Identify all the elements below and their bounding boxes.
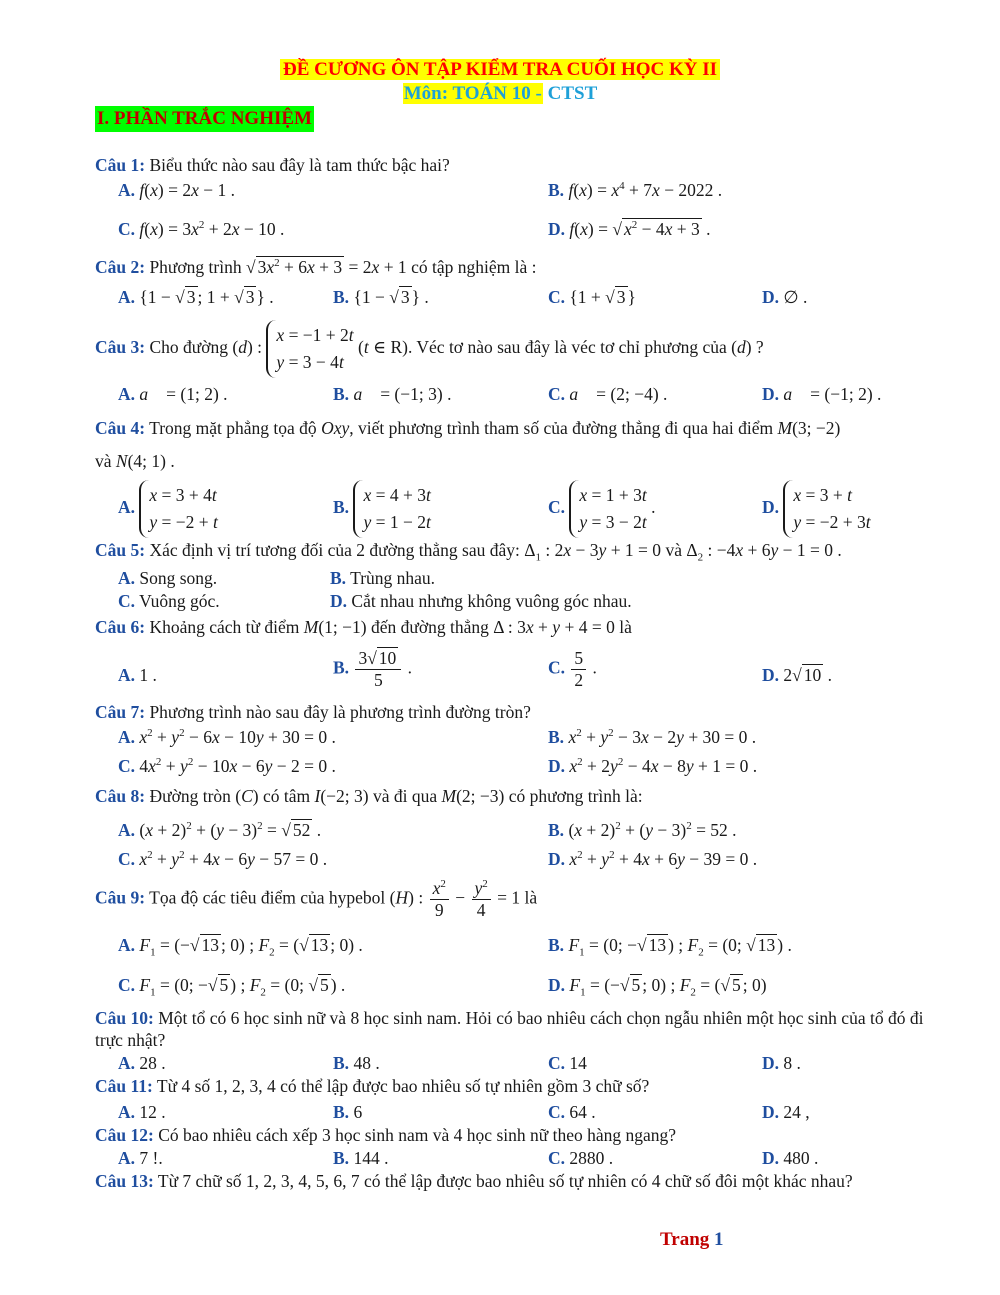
question-10: Câu 10: Một tổ có 6 học sinh nữ và 8 học sinh nam. Hỏi có bao nhiêu cách chọn ngẫu nhiên một học sinh của tổ đó đi trực nhật?: [95, 1008, 924, 1050]
q12-option-d: D. 480 .: [762, 1148, 819, 1168]
q8-option-b: B. $(x + 2)^2 + (y - 3)^2 = 52$ .: [548, 820, 737, 840]
question-5: Câu 5: Xác định vị trí tương đối của 2 đường thẳng sau đây: $\Delta_1$ : 2x − 3y + 1 = 0 và $\Delta_2$ : −4x + 6y − 1 = 0 .: [95, 540, 842, 564]
question-4: Câu 4: Trong mặt phẳng tọa độ Oxy, viết phương trình tham số của đường thẳng đi qua hai điểm M(3; −2): [95, 418, 841, 438]
subject-label: Môn: TOÁN 10 -: [403, 82, 542, 104]
q2-option-d: D. ∅ .: [762, 287, 808, 307]
question-13: Câu 13: Từ 7 chữ số 1, 2, 3, 4, 5, 6, 7 có thể lập được bao nhiêu số tự nhiên có 4 chữ số đôi một khác nhau?: [95, 1171, 853, 1191]
question-label: Câu 1:: [95, 155, 146, 175]
question-2: Câu 2: Phương trình √ $3x^2 + 6x + 3 = 2x + 1$ có tập nghiệm là :: [95, 257, 537, 277]
question-9: Câu 9: Tọa độ các tiêu điểm của hypebol (H) : $\frac{x^2}{9}$ − $\frac{y^2}{4}$ = 1 là: [95, 878, 538, 920]
document-title: ĐỀ CƯƠNG ÔN TẬP KIỂM TRA CUỐI HỌC KỲ II: [280, 59, 720, 80]
q9-option-a: A. $F_1$ = (−√ 13 ; 0) ; $F_2$ = (√ 13 ; 0) .: [118, 935, 363, 959]
question-12: Câu 12: Có bao nhiêu cách xếp 3 học sinh nam và 4 học sinh nữ theo hàng ngang?: [95, 1125, 677, 1145]
q12-option-a: A. 7 !.: [118, 1148, 163, 1168]
q3-option-b: B. a⃗ = (−1; 3) .: [333, 384, 452, 404]
q1-option-d: D. f(x) = √ $x^2 - 4x + 3$ .: [548, 219, 711, 239]
q12-option-b: B. 144 .: [333, 1148, 389, 1168]
question-4-cont: và N(4; 1) .: [95, 451, 175, 471]
question-text: Biểu thức nào sau đây là tam thức bậc hai?: [145, 155, 450, 175]
question-1: [95, 155, 945, 177]
q8-option-a: A. $(x + 2)^2 + (y - 3)^2$ = √ 52 .: [118, 820, 322, 840]
q4-option-a: A. x = 3 + 4t y = −2 + t: [118, 480, 218, 538]
q5-option-c: C. Vuông góc.: [118, 591, 220, 611]
q8-option-d: D. $x^2 + y^2 + 4x + 6y - 39 = 0$ .: [548, 849, 758, 869]
q4-option-d: D. x = 3 + t y = −2 + 3t: [762, 480, 871, 538]
q2-option-c: C. {1 + √ 3 }: [548, 287, 636, 307]
q10-option-d: D. 8 .: [762, 1053, 801, 1073]
q6-option-b: B. $\frac{3√ 10}{5}$ .: [333, 648, 413, 690]
q7-option-a: A. $x^2 + y^2 - 6x - 10y + 30 = 0$ .: [118, 727, 336, 747]
q1-option-c: C. $f(x) = 3x^2 + 2x - 10$ .: [118, 219, 285, 239]
q3-option-a: A. a⃗ = (1; 2) .: [118, 384, 228, 404]
q6-option-c: C. $\frac{5}{2}$ .: [548, 648, 597, 690]
q9-option-b: B. $F_1 = (0$; −√ 13 ) ; $F_2 = (0$; √ 13 ) .: [548, 935, 792, 959]
q10-option-b: B. 48 .: [333, 1053, 380, 1073]
q8-option-c: C. $x^2 + y^2 + 4x - 6y - 57 = 0$ .: [118, 849, 328, 869]
page-number: Trang 1: [660, 1229, 724, 1250]
subject-suffix: CTST: [542, 82, 598, 104]
section-title: I. PHẦN TRẮC NGHIỆM: [95, 106, 314, 132]
q10-option-a: A. 28 .: [118, 1053, 166, 1073]
q7-option-b: B. $x^2 + y^2 - 3x - 2y + 30 = 0$ .: [548, 727, 757, 747]
q3-option-d: D. a⃗ = (−1; 2) .: [762, 384, 882, 404]
q2-option-a: A. {1 − √ 3 ; 1 + √ 3 } .: [118, 287, 274, 307]
q7-option-d: D. $x^2 + 2y^2 - 4x - 8y + 1 = 0$ .: [548, 756, 758, 776]
q6-option-d: D. 2√ 10 .: [762, 665, 832, 685]
q9-option-d: D. $F_1$ = (−√ 5 ; 0) ; $F_2$ = (√ 5 ; 0): [548, 975, 767, 999]
question-11: Câu 11: Từ 4 số 1, 2, 3, 4 có thể lập được bao nhiêu số tự nhiên gồm 3 chữ số?: [95, 1076, 650, 1096]
q3-option-c: C. a⃗ = (2; −4) .: [548, 384, 668, 404]
q9-option-c: C. $F_1 = (0$; −√ 5 ) ; $F_2 = (0$; √ 5 ) .: [118, 975, 346, 999]
q5-option-d: D. Cắt nhau nhưng không vuông góc nhau.: [330, 591, 632, 611]
q6-option-a: A. 1 .: [118, 665, 157, 685]
q11-option-b: B. 6: [333, 1102, 363, 1122]
q5-option-b: B. Trùng nhau.: [330, 568, 436, 588]
q4-option-c: C. x = 1 + 3t y = 3 − 2t .: [548, 480, 656, 538]
q2-option-b: B. {1 − √ 3 } .: [333, 287, 429, 307]
document-header: [0, 58, 1000, 106]
q1-option-a: A. f(x) = 2x − 1 .: [118, 180, 235, 200]
q1-option-b: B. $f(x) = x^4 + 7x - 2022$ .: [548, 180, 723, 200]
q4-option-b: B. x = 4 + 3t y = 1 − 2t: [333, 480, 431, 538]
question-8: Câu 8: Đường tròn (C) có tâm I(−2; 3) và đi qua M(2; −3) có phương trình là:: [95, 786, 643, 806]
q11-option-a: A. 12 .: [118, 1102, 166, 1122]
question-6: Câu 6: Khoảng cách từ điểm M(1; −1) đến đường thẳng Δ : 3x + y + 4 = 0 là: [95, 617, 632, 637]
q11-option-c: C. 64 .: [548, 1102, 596, 1122]
q12-option-c: C. 2880 .: [548, 1148, 614, 1168]
question-3: Câu 3: Cho đường (d) : x = −1 + 2t y = 3 − 4t (t ∈ R). Véc tơ nào sau đây là véc tơ chỉ phương của (d) ?: [95, 320, 945, 378]
q7-option-c: C. $4x^2 + y^2 - 10x - 6y - 2 = 0$ .: [118, 756, 336, 776]
q5-option-a: A. Song song.: [118, 568, 218, 588]
q11-option-d: D. 24 ,: [762, 1102, 810, 1122]
q10-option-c: C. 14: [548, 1053, 587, 1073]
question-7: Câu 7: Phương trình nào sau đây là phương trình đường tròn?: [95, 702, 531, 722]
